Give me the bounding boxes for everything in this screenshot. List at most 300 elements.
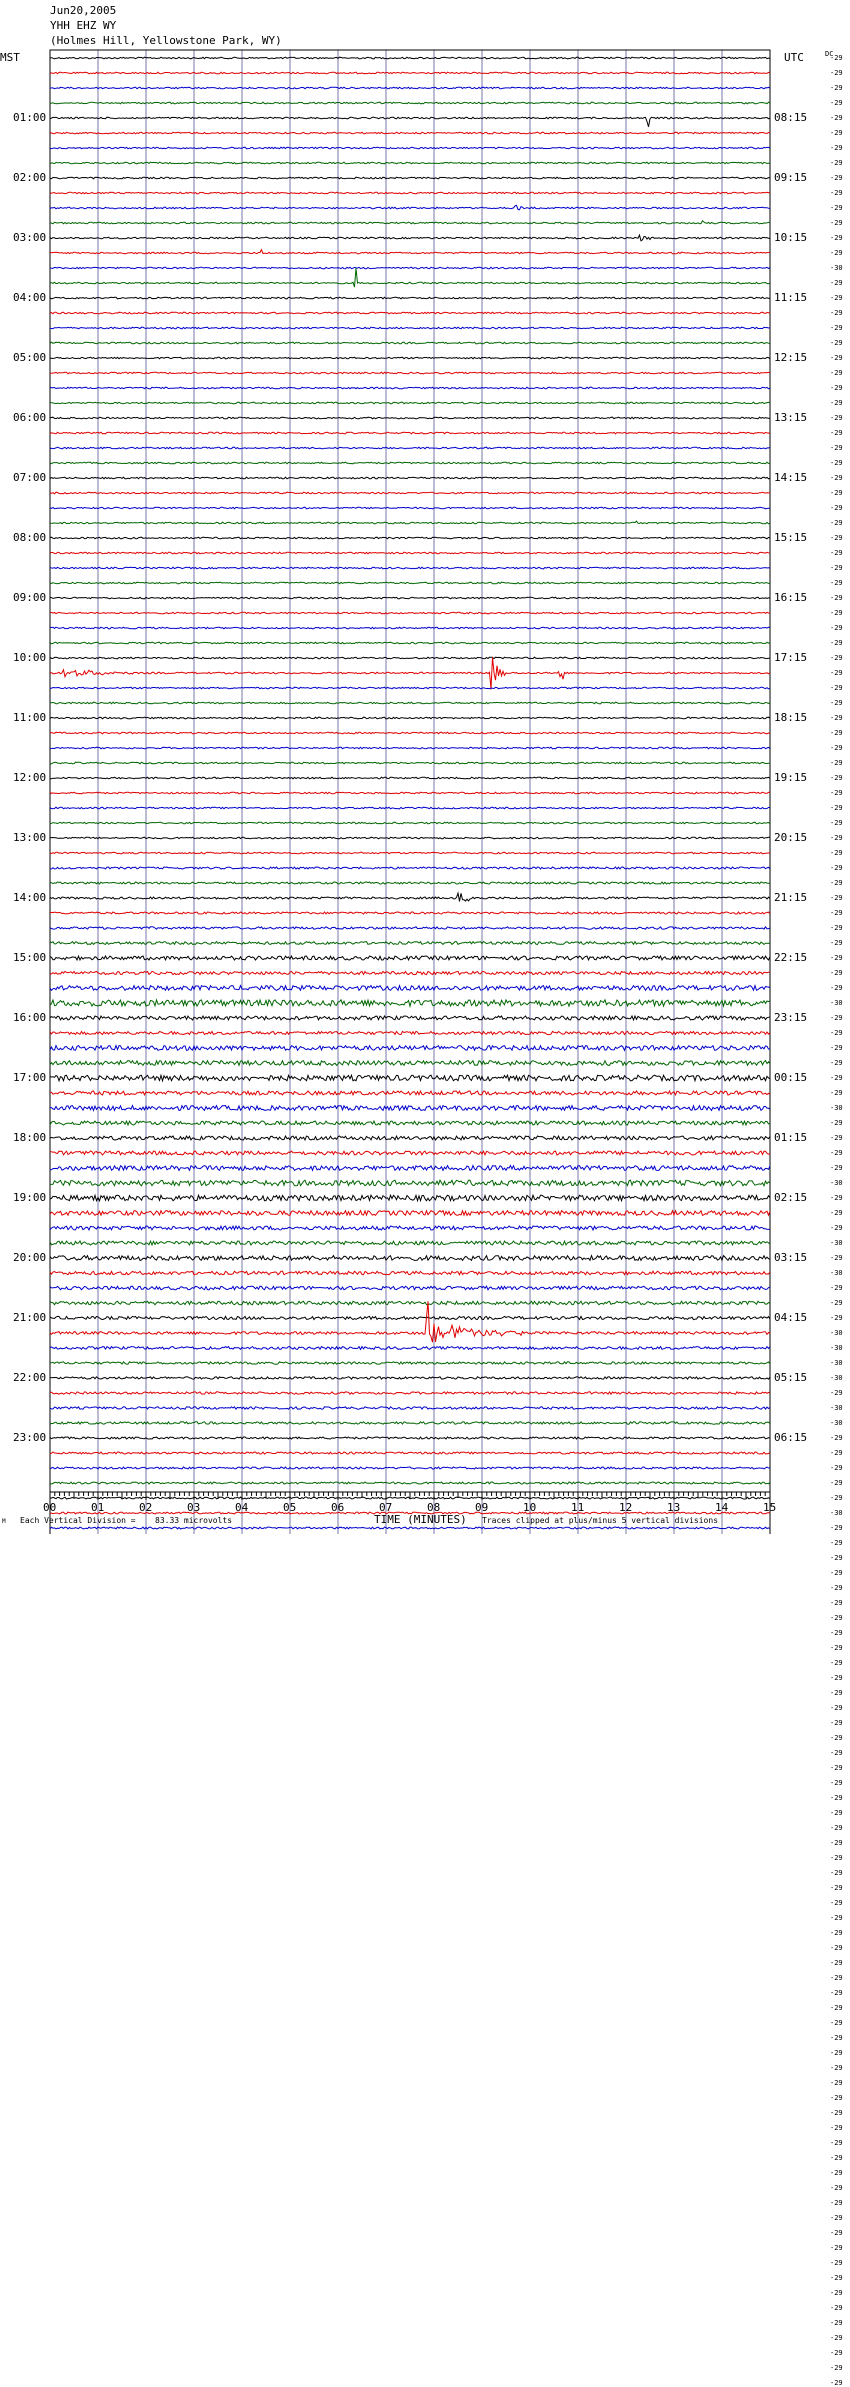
- trace-line: [50, 1301, 770, 1342]
- dc-offset-value: -29: [830, 1449, 843, 1457]
- dc-offset-value: -29: [830, 2124, 843, 2132]
- dc-offset-value: -29: [830, 2259, 843, 2267]
- dc-offset-value: -29: [830, 2304, 843, 2312]
- scale-value: 83.33 microvolts: [155, 1516, 233, 1525]
- dc-offset-value: -30: [830, 1419, 843, 1427]
- trace-line: [50, 657, 770, 689]
- trace-line: [50, 1377, 770, 1379]
- dc-offset-value: -29: [830, 474, 843, 482]
- trace-line: [50, 1241, 770, 1245]
- dc-offset-value: -29: [830, 354, 843, 362]
- right-hour-label: 00:15: [774, 1071, 808, 1084]
- dc-offset-value: -29: [830, 684, 843, 692]
- scale-prefix: Each Vertical Division =: [20, 1516, 136, 1525]
- dc-offset-value: -29: [830, 1809, 843, 1817]
- trace-line: [50, 72, 770, 74]
- dc-offset-value: -29: [830, 1134, 843, 1142]
- trace-line: [50, 1166, 770, 1171]
- dc-offset-value: -29: [830, 984, 843, 992]
- dc-offset-value: -29: [830, 2244, 843, 2252]
- dc-offset-value: -29: [830, 2139, 843, 2147]
- trace-line: [50, 87, 770, 89]
- left-hour-label: 01:00: [13, 111, 47, 124]
- trace-line: [50, 235, 770, 241]
- trace-line: [50, 102, 770, 104]
- left-hour-label: 06:00: [13, 411, 47, 424]
- left-hour-label: 08:00: [13, 531, 47, 544]
- right-hour-label: 06:15: [774, 1431, 808, 1444]
- trace-line: [50, 492, 770, 494]
- trace-line: [50, 597, 770, 599]
- trace-line: [50, 462, 770, 464]
- dc-offset-value: -29: [830, 594, 843, 602]
- dc-offset-value: -29: [830, 1734, 843, 1742]
- left-hour-label: 04:00: [13, 291, 47, 304]
- dc-offset-value: -29: [830, 69, 843, 77]
- left-hour-label: 09:00: [13, 591, 47, 604]
- trace-line: [50, 702, 770, 704]
- dc-offset-value: -29: [830, 2064, 843, 2072]
- dc-offset-value: -29: [830, 294, 843, 302]
- dc-offset-value: -29: [830, 864, 843, 872]
- dc-offset-value: -29: [830, 1794, 843, 1802]
- trace-line: [50, 762, 770, 764]
- dc-offset-value: -29: [830, 2334, 843, 2342]
- dc-offset-value: -29: [830, 384, 843, 392]
- dc-offset-value: -29: [830, 819, 843, 827]
- trace-line: [50, 267, 770, 269]
- dc-offset-value: -29: [830, 759, 843, 767]
- dc-offset-value: -29: [830, 789, 843, 797]
- trace-group: [50, 57, 770, 1534]
- dc-offset-value: -30: [830, 1509, 843, 1517]
- left-hour-label: 23:00: [13, 1431, 47, 1444]
- trace-line: [50, 327, 770, 329]
- dc-offset-value: -29: [830, 1584, 843, 1592]
- x-tick-label: 06: [331, 1501, 345, 1514]
- dc-offset-value: -29: [830, 204, 843, 212]
- dc-offset-value: -29: [830, 1299, 843, 1307]
- dc-offset-value: -29: [830, 2154, 843, 2162]
- dc-offset-value: -29: [830, 54, 843, 62]
- trace-line: [50, 747, 770, 749]
- trace-line: [50, 777, 770, 779]
- left-hour-label: 14:00: [13, 891, 47, 904]
- trace-line: [50, 1121, 770, 1125]
- dc-offset-value: -29: [830, 414, 843, 422]
- chart-title: YHH EHZ WY: [50, 19, 117, 32]
- dc-offset-value: -29: [830, 519, 843, 527]
- trace-line: [50, 357, 770, 359]
- dc-offset-value: -29: [830, 1029, 843, 1037]
- dc-offset-value: -29: [830, 1884, 843, 1892]
- dc-offset-value: -29: [830, 774, 843, 782]
- dc-offset-value: -29: [830, 579, 843, 587]
- trace-line: [50, 177, 770, 179]
- dc-offset-value: -29: [830, 954, 843, 962]
- dc-offset-value: -29: [830, 444, 843, 452]
- trace-line: [50, 912, 770, 914]
- dc-offset-value: -29: [830, 2019, 843, 2027]
- trace-line: [50, 250, 770, 254]
- trace-line: [50, 205, 770, 210]
- trace-line: [50, 1256, 770, 1261]
- trace-line: [50, 1286, 770, 1290]
- dc-offset-value: -29: [830, 429, 843, 437]
- right-hour-label: 04:15: [774, 1311, 808, 1324]
- dc-offset-value: -29: [830, 1524, 843, 1532]
- dc-offset-value: -29: [830, 1569, 843, 1577]
- dc-offset-value: -29: [830, 1839, 843, 1847]
- dc-offset-value: -29: [830, 2184, 843, 2192]
- left-hour-label: 21:00: [13, 1311, 47, 1324]
- left-hour-label: 10:00: [13, 651, 47, 664]
- x-tick-label: 15: [763, 1501, 777, 1514]
- dc-offset-value: -29: [830, 1779, 843, 1787]
- dc-offset-value: -29: [830, 1854, 843, 1862]
- dc-offset-value: -29: [830, 549, 843, 557]
- x-tick-label: 08: [427, 1501, 441, 1514]
- dc-offset-value: -29: [830, 1599, 843, 1607]
- x-tick-label: 09: [475, 1501, 489, 1514]
- right-hour-label: 23:15: [774, 1011, 808, 1024]
- trace-line: [50, 221, 770, 224]
- trace-line: [50, 417, 770, 419]
- left-hour-label: 11:00: [13, 711, 47, 724]
- trace-line: [50, 956, 770, 960]
- dc-offset-value: -29: [830, 2199, 843, 2207]
- trace-line: [50, 537, 770, 539]
- trace-line: [50, 342, 770, 344]
- dc-offset-value: -29: [830, 1014, 843, 1022]
- dc-offset-value: -29: [830, 2034, 843, 2042]
- trace-line: [50, 852, 770, 854]
- right-hour-label: 20:15: [774, 831, 808, 844]
- dc-offset-value: -29: [830, 1659, 843, 1667]
- trace-line: [50, 192, 770, 194]
- trace-line: [50, 552, 770, 554]
- dc-offset-value: -29: [830, 1044, 843, 1052]
- trace-line: [50, 297, 770, 299]
- dc-offset-value: -29: [830, 1539, 843, 1547]
- dc-offset-value: -29: [830, 1149, 843, 1157]
- dc-offset-value: -29: [830, 729, 843, 737]
- clip-note: Traces clipped at plus/minus 5 vertical divisions: [482, 1516, 719, 1525]
- trace-line: [50, 1091, 770, 1095]
- dc-offset-value: -29: [830, 1554, 843, 1562]
- dc-offset-value: -29: [830, 2349, 843, 2357]
- dc-offset-value: -29: [830, 84, 843, 92]
- right-hour-label: 02:15: [774, 1191, 808, 1204]
- station-location: (Holmes Hill, Yellowstone Park, WY): [50, 34, 282, 47]
- trace-line: [50, 1211, 770, 1216]
- dc-offset-value: -29: [830, 1959, 843, 1967]
- trace-line: [50, 986, 770, 991]
- trace-line: [50, 822, 770, 824]
- dc-offset-value: -29: [830, 339, 843, 347]
- dc-offset-value: -29: [830, 1989, 843, 1997]
- trace-line: [50, 521, 770, 524]
- trace-line: [50, 717, 770, 719]
- dc-offset-value: -29: [830, 2169, 843, 2177]
- dc-offset-value: -29: [830, 144, 843, 152]
- left-hour-label: 03:00: [13, 231, 47, 244]
- right-hour-label: 01:15: [774, 1131, 808, 1144]
- dc-offset-value: -29: [830, 1434, 843, 1442]
- dc-offset-value: -29: [830, 534, 843, 542]
- dc-offset-value: -29: [830, 804, 843, 812]
- dc-offset-value: -29: [830, 1479, 843, 1487]
- trace-line: [50, 642, 770, 644]
- dc-offset-value: -29: [830, 369, 843, 377]
- trace-line: [50, 1151, 770, 1155]
- trace-line: [50, 1106, 770, 1111]
- trace-line: [50, 1407, 770, 1409]
- dc-offset-value: -29: [830, 1254, 843, 1262]
- left-hour-label: 18:00: [13, 1131, 47, 1144]
- x-tick-label: 10: [523, 1501, 537, 1514]
- left-hour-label: 16:00: [13, 1011, 47, 1024]
- dc-offset-value: -29: [830, 1209, 843, 1217]
- right-hour-label: 14:15: [774, 471, 808, 484]
- dc-offset-value: -30: [830, 1404, 843, 1412]
- dc-offset-value: -29: [830, 669, 843, 677]
- dc-offset-value: -29: [830, 1059, 843, 1067]
- dc-offset-value: -29: [830, 654, 843, 662]
- left-hour-label: 13:00: [13, 831, 47, 844]
- trace-line: [50, 1195, 770, 1201]
- dc-offset-value: -29: [830, 699, 843, 707]
- dc-offset-value: -29: [830, 909, 843, 917]
- dc-offset-value: -29: [830, 1929, 843, 1937]
- trace-line: [50, 117, 770, 127]
- dc-offset-value: -29: [830, 99, 843, 107]
- dc-offset-value: -29: [830, 1494, 843, 1502]
- right-hour-label: 21:15: [774, 891, 808, 904]
- dc-offset-value: -29: [830, 1674, 843, 1682]
- dc-offset-value: -29: [830, 1899, 843, 1907]
- trace-line: [50, 447, 770, 449]
- dc-offset-value: -29: [830, 309, 843, 317]
- trace-line: [50, 432, 770, 434]
- right-hour-label: 19:15: [774, 771, 808, 784]
- dc-offset-value: -29: [830, 159, 843, 167]
- trace-line: [50, 792, 770, 794]
- trace-line: [50, 1180, 770, 1186]
- right-timezone-label: UTC: [784, 51, 804, 64]
- x-tick-label: 01: [91, 1501, 105, 1514]
- left-hour-label: 20:00: [13, 1251, 47, 1264]
- trace-line: [50, 582, 770, 584]
- dc-offset-value: -29: [830, 279, 843, 287]
- chart-date: Jun20,2005: [50, 4, 117, 17]
- dc-offset-value: -29: [830, 2214, 843, 2222]
- left-timezone-label: MST: [0, 51, 20, 64]
- dc-offset-value: -29: [830, 1704, 843, 1712]
- trace-line: [50, 971, 770, 974]
- right-hour-label: 08:15: [774, 111, 808, 124]
- x-tick-label: 05: [283, 1501, 297, 1514]
- dc-offset-value: -29: [830, 2109, 843, 2117]
- left-hour-label: 22:00: [13, 1371, 47, 1384]
- dc-offset-value: -29: [830, 2379, 843, 2387]
- dc-offset-value: -29: [830, 1224, 843, 1232]
- x-tick-label: 13: [667, 1501, 681, 1514]
- dc-offset-value: -29: [830, 624, 843, 632]
- grid-lines: [50, 50, 770, 1534]
- trace-line: [50, 657, 770, 659]
- trace-line: [50, 687, 770, 689]
- dc-offset-value: -30: [830, 1104, 843, 1112]
- dc-offset-value: -29: [830, 744, 843, 752]
- trace-line: [50, 268, 770, 287]
- trace-line: [50, 882, 770, 884]
- dc-offset-value: -29: [830, 1944, 843, 1952]
- dc-offset-value: -29: [830, 639, 843, 647]
- dc-offset-value: -29: [830, 924, 843, 932]
- dc-offset-value: -30: [830, 1359, 843, 1367]
- dc-offset-value: -30: [830, 999, 843, 1007]
- dc-offset-value: -29: [830, 849, 843, 857]
- dc-offset-value: -29: [830, 1389, 843, 1397]
- dc-offset-value: -29: [830, 2229, 843, 2237]
- right-hour-label: 18:15: [774, 711, 808, 724]
- trace-line: [50, 312, 770, 314]
- right-hour-label: 12:15: [774, 351, 808, 364]
- dc-offset-value: -29: [830, 489, 843, 497]
- trace-line: [50, 1392, 770, 1394]
- dc-offset-value: -29: [830, 174, 843, 182]
- dc-offset-value: -29: [830, 1074, 843, 1082]
- trace-line: [50, 387, 770, 389]
- trace-line: [50, 1061, 770, 1066]
- dc-offset-value: -29: [830, 504, 843, 512]
- trace-line: [50, 927, 770, 929]
- trace-line: [50, 612, 770, 614]
- trace-line: [50, 1075, 770, 1081]
- dc-offset-value: -29: [830, 1644, 843, 1652]
- trace-line: [50, 1467, 770, 1469]
- dc-offset-value: -29: [830, 2319, 843, 2327]
- dc-offset-value: -29: [830, 219, 843, 227]
- right-hour-label: 13:15: [774, 411, 808, 424]
- trace-line: [50, 1301, 770, 1305]
- dc-offset-value: -29: [830, 234, 843, 242]
- trace-line: [50, 147, 770, 149]
- trace-line: [50, 1422, 770, 1424]
- trace-line: [50, 1452, 770, 1454]
- trace-line: [50, 1000, 770, 1006]
- trace-line: [50, 732, 770, 734]
- dc-offset-value: -30: [830, 1344, 843, 1352]
- dc-offset-value: -29: [830, 1629, 843, 1637]
- dc-offset-value: -29: [830, 129, 843, 137]
- right-hour-label: 16:15: [774, 591, 808, 604]
- trace-line: [50, 1527, 770, 1529]
- dc-offset-value: -30: [830, 1239, 843, 1247]
- x-tick-label: 04: [235, 1501, 249, 1514]
- corner-mark: M: [2, 1518, 6, 1525]
- trace-line: [50, 627, 770, 629]
- trace-line: [50, 57, 770, 59]
- dc-offset-value: -29: [830, 1869, 843, 1877]
- trace-line: [50, 1271, 770, 1275]
- dc-offset-value: -29: [830, 1974, 843, 1982]
- dc-offset-value: -29: [830, 1764, 843, 1772]
- dc-offset-value: -29: [830, 324, 843, 332]
- right-hour-label: 03:15: [774, 1251, 808, 1264]
- dc-offset-value: -29: [830, 1689, 843, 1697]
- dc-offset-value: -30: [830, 1329, 843, 1337]
- left-hour-label: 15:00: [13, 951, 47, 964]
- dc-offset-value: -29: [830, 969, 843, 977]
- plot-frame: [50, 50, 770, 1534]
- trace-line: [50, 507, 770, 509]
- trace-line: [50, 1482, 770, 1484]
- x-tick-label: 11: [571, 1501, 585, 1514]
- dc-offset-value: -29: [830, 834, 843, 842]
- dc-offset-value: -30: [830, 1374, 843, 1382]
- left-hour-label: 19:00: [13, 1191, 47, 1204]
- dc-offset-value: -29: [830, 2079, 843, 2087]
- dc-offset-value: -29: [830, 459, 843, 467]
- trace-line: [50, 1031, 770, 1034]
- x-tick-label: 07: [379, 1501, 393, 1514]
- right-hour-label: 11:15: [774, 291, 808, 304]
- right-hour-label: 15:15: [774, 531, 808, 544]
- trace-line: [50, 807, 770, 809]
- trace-line: [50, 1016, 770, 1020]
- x-tick-label: 12: [619, 1501, 633, 1514]
- trace-line: [50, 1046, 770, 1051]
- trace-line: [50, 402, 770, 404]
- dc-offset-value: -29: [830, 714, 843, 722]
- dc-offset-value: -29: [830, 2049, 843, 2057]
- dc-offset-value: -29: [830, 2004, 843, 2012]
- dc-offset-value: -29: [830, 1824, 843, 1832]
- dc-offset-value: -29: [830, 2094, 843, 2102]
- dc-offset-value: -29: [830, 1914, 843, 1922]
- x-tick-label: 14: [715, 1501, 729, 1514]
- x-tick-label: 03: [187, 1501, 201, 1514]
- trace-line: [50, 942, 770, 945]
- left-hour-label: 17:00: [13, 1071, 47, 1084]
- trace-line: [50, 893, 770, 901]
- x-tick-label: 00: [43, 1501, 57, 1514]
- trace-line: [50, 372, 770, 374]
- dc-offset-value: -30: [830, 1269, 843, 1277]
- dc-offset-value: -29: [830, 1464, 843, 1472]
- trace-line: [50, 567, 770, 569]
- dc-offset-value: -29: [830, 879, 843, 887]
- x-axis-title: TIME (MINUTES): [374, 1513, 467, 1526]
- dc-offset-value: -29: [830, 2274, 843, 2282]
- right-hour-label: 05:15: [774, 1371, 808, 1384]
- dc-offset-value: -29: [830, 1089, 843, 1097]
- dc-offset-value: -29: [830, 1749, 843, 1757]
- dc-offset-value: -29: [830, 894, 843, 902]
- dc-offset-value: -29: [830, 1284, 843, 1292]
- left-hour-label: 07:00: [13, 471, 47, 484]
- left-hour-label: 02:00: [13, 171, 47, 184]
- left-hour-label: 05:00: [13, 351, 47, 364]
- dc-offset-value: -29: [830, 609, 843, 617]
- dc-offset-value: -29: [830, 1614, 843, 1622]
- trace-line: [50, 132, 770, 134]
- dc-offset-value: -29: [830, 1119, 843, 1127]
- dc-offset-value: -29: [830, 399, 843, 407]
- dc-label: DC: [825, 50, 834, 58]
